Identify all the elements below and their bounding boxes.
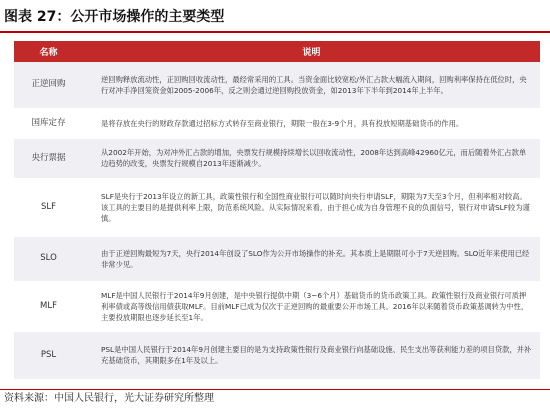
row-description: SLF是央行于2013年设立的新工具，政策性银行和全国性商业银行可以随时向央行申请SLF，期限为7天至3个月，但利率相对较高。该工具的主要目的是提供利率上限，防范系统风险。从实际情况来看，由于担心成为自身管理不良的负面信号，银行对申请SLF较为谨慎。: [83, 178, 540, 236]
figure-title: 图表 27：公开市场操作的主要类型: [4, 9, 225, 25]
table-row: [14, 178, 540, 236]
table-header-row: [14, 41, 540, 62]
table-row: [14, 62, 540, 108]
row-name: 国库定存: [14, 108, 83, 138]
table-row: [14, 138, 540, 178]
row-description: PSL是中国人民银行于2014年9月创建主要目的是为支持政策性银行及商业银行向基础设施、民生支出等获利能力差的项目贷款，并补充基础货币，其期限多在1年及以上。: [83, 331, 540, 379]
row-name: 正逆回购: [14, 62, 83, 108]
header-name: 名称: [14, 41, 83, 62]
table-row: [14, 331, 540, 379]
tool-types-table: [14, 41, 540, 380]
row-description: 是将存放在央行的财政存款通过招标方式转存至商业银行，期限一般在3-9个月，具有投放短期基础货币的作用。: [83, 108, 540, 138]
title-divider: [0, 31, 550, 33]
source-note: 资料来源：中国人民银行，光大证券研究所整理: [4, 393, 214, 404]
row-name: MLF: [14, 281, 83, 331]
header-description: 说明: [83, 41, 540, 62]
row-name: PSL: [14, 331, 83, 379]
source-divider: [0, 389, 550, 390]
table-row: [14, 108, 540, 138]
row-description: 逆回购释放流动性，正回购回收流动性，最经常采用的工具。当资金面比较宽松/外汇占款大幅流入期间，回购利率保持在低位时，央行对冲手净回笼资金如2005-2006年，反之则会通过逆回购投放资金，如2013年下半年到2014年上半年。: [83, 62, 540, 108]
row-name: SLF: [14, 178, 83, 236]
table-row: [14, 281, 540, 331]
row-description: 从2002年开始，为对冲外汇占款的增加，央票发行规模持续增长以回收流动性，2008年达到高峰42960亿元，而后随着外汇占款单边趋势的改变，央票发行规模自2013年逐渐减少。: [83, 138, 540, 178]
row-name: SLO: [14, 236, 83, 281]
row-description: 由于正逆回购最短为7天，央行2014年创设了SLO作为公开市场操作的补充。其本质上是期限可小于7天逆回购。SLO近年来使用已经非常少见。: [83, 236, 540, 281]
table-row: [14, 236, 540, 281]
row-description: MLF是中国人民银行于2014年9月创建，是中央银行提供中期（3~6个月）基础货币的货币政策工具。政策性银行及商业银行可质押利率债或高等级信用债获取MLF。目前MLF已成为仅次于正逆回购的最重要公开市场工具。2016年以来随着货币政策基调转为中性，主要投放期限也逐步延长至1年。: [83, 281, 540, 331]
row-name: 央行票据: [14, 138, 83, 178]
